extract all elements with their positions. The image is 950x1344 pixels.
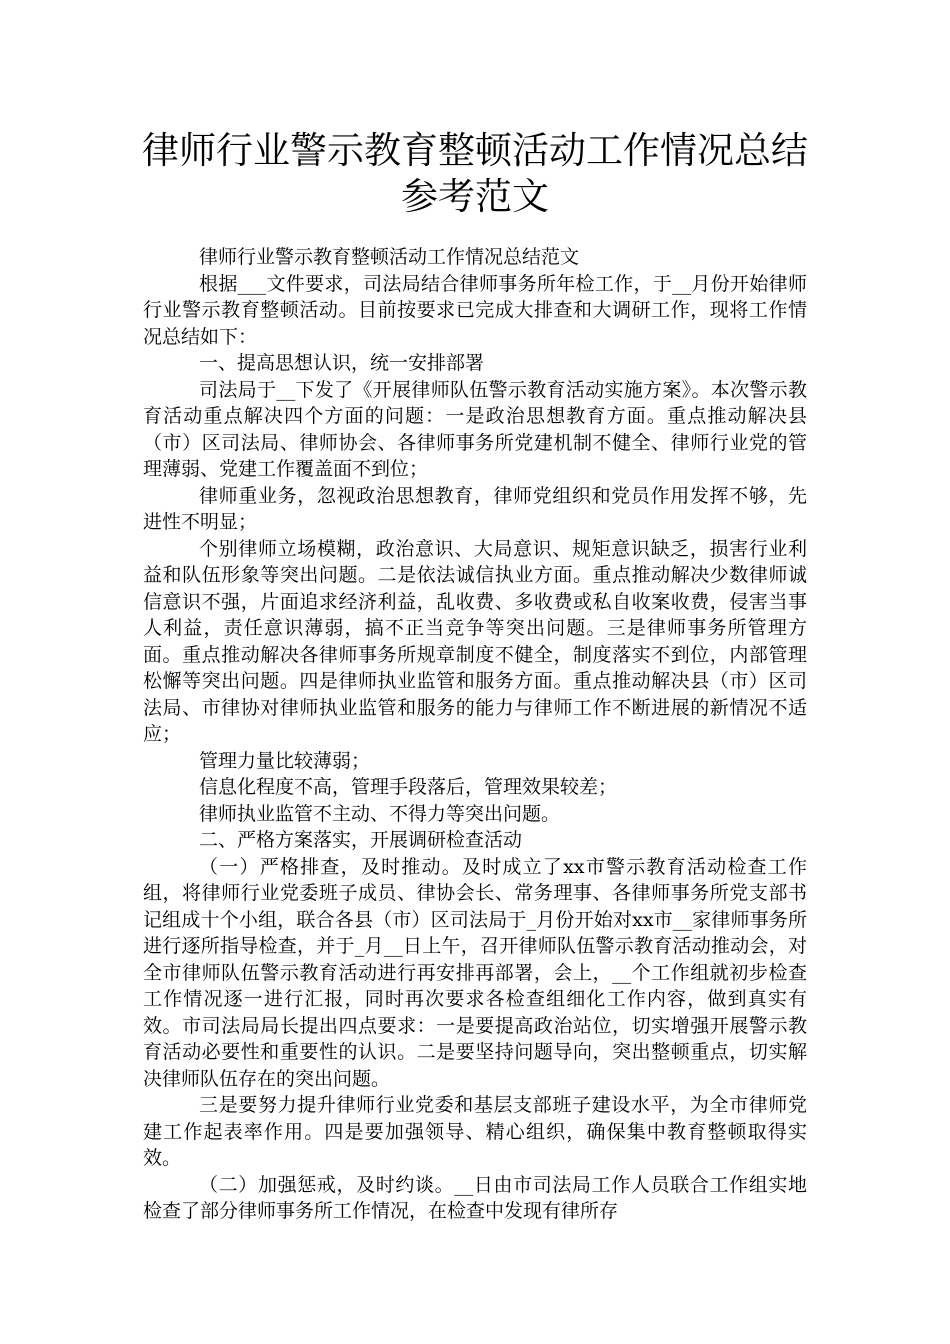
paragraph: 信息化程度不高，管理手段落后，管理效果较差； [199, 776, 618, 798]
section-heading-1: 一、提高思想认识，统一安排部署 [199, 352, 485, 374]
paragraph: 司法局于__下发了《开展律师队伍警示教育活动实施方案》。本次警示教育活动重点解决四个方面的问题：一是政治思想教育方面。重点推动解决县（市）区司法局、律师协会、各律师事务所党建机制不健全、律师行业党的管理薄弱、党建工作覆盖面不到位； [143, 378, 807, 480]
paragraph: 律师重业务，忽视政治思想教育，律师党组织和党员作用发挥不够，先进性不明显； [143, 484, 807, 533]
paragraph-intro: 根据___文件要求，司法局结合律师事务所年检工作，于__月份开始律师行业警示教育整顿活动。目前按要求已完成大排查和大调研工作，现将工作情况总结如下： [143, 272, 807, 348]
paragraph: 个别律师立场模糊，政治意识、大局意识、规矩意识缺乏，损害行业利益和队伍形象等突出问题。二是依法诚信执业方面。重点推动解决少数律师诚信意识不强，片面追求经济利益，乱收费、多收费或私自收案收费，侵害当事人利益，责任意识薄弱，搞不正当竞争等突出问题。三是律师事务所管理方面。重点推动解决各律师事务所规章制度不健全，制度落实不到位，内部管理松懈等突出问题。四是律师执业监管和服务方面。重点推动解决县（市）区司法局、市律协对律师执业监管和服务的能力与律师工作不断进展的新情况不适应； [143, 537, 807, 745]
document-body [143, 244, 807, 1225]
paragraph: 管理力量比较薄弱； [199, 749, 371, 772]
paragraph: （一）严格排查，及时推动。及时成立了xx市警示教育活动检查工作组，将律师行业党委班子成员、律协会长、常务理事、各律师事务所党支部书记组成十个小组，联合各县（市）区司法局于_月份开始对xx市__家律师事务所进行逐所指导检查，并于_月__日上午，召开律师队伍警示教育活动推动会，对全市律师队伍警示教育活动进行再安排再部署，会上，__个工作组就初步检查工作情况逐一进行汇报，同时再次要求各检查组细化工作内容，做到真实有效。市司法局局长提出四点要求：一是要提高政治站位，切实增强开展警示教育活动必要性和重要性的认识。二是要坚持问题导向，突出整顿重点，切实解决律师队伍存在的突出问题。 [143, 855, 807, 1090]
paragraph: 律师执业监管不主动、不得力等突出问题。 [199, 802, 561, 825]
document-title-line-1: 律师行业警示教育整顿活动工作情况总结 [142, 129, 808, 172]
document-title-line-2: 参考范文 [401, 175, 549, 218]
paragraph: （二）加强惩戒，及时约谈。__日由市司法局工作人员联合工作组实地检查了部分律师事务所工作情况，在检查中发现有律所存 [143, 1173, 807, 1222]
paragraph-subtitle: 律师行业警示教育整顿活动工作情况总结范文 [199, 246, 580, 268]
paragraph: 三是要努力提升律师行业党委和基层支部班子建设水平，为全市律师党建工作起表率作用。四是要加强领导、精心组织，确保集中教育整顿取得实效。 [143, 1094, 807, 1169]
section-heading-2: 二、严格方案落实，开展调研检查活动 [199, 829, 523, 851]
